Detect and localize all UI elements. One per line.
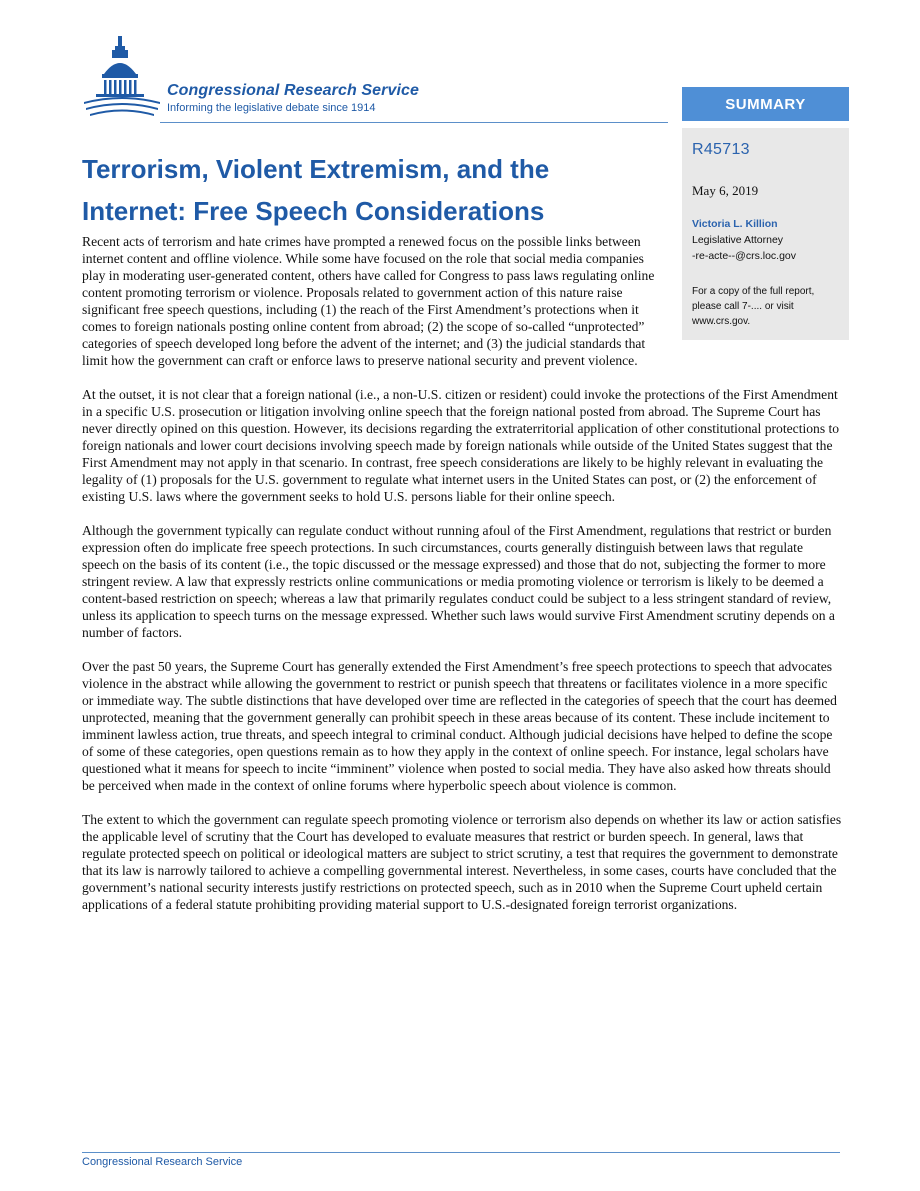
org-name: Congressional Research Service — [167, 82, 420, 99]
author-name: Victoria L. Killion — [692, 218, 778, 230]
sidebar-wrap-spacer — [664, 233, 842, 343]
footer-divider — [82, 1152, 840, 1153]
summary-label: SUMMARY — [682, 87, 849, 121]
org-tagline: Informing the legislative debate since 1914 — [167, 102, 376, 114]
paragraph-5: The extent to which the government can regulate speech promoting violence or terrorism also depends on whether its law or action satisfies the applicable level of scrutiny that the Court has developed to evaluate measures that restrict or burden speech. In general, laws that regulate protected speech on political or ideological matters are subject to strict scrutiny, a test that requires the government to demonstrate that its law is narrowly tailored to achieve a compelling governmental interest. Nevertheless, in some cases, courts have concluded that the government’s national security interests justify restrictions on protected speech, such as in 2010 when the Supreme Court upheld certain applications of a federal statute prohibiting providing material support to U.S.-designated foreign terrorist organizations. — [82, 812, 842, 912]
report-number: R45713 — [692, 141, 750, 158]
author-email[interactable]: -re-acte--@crs.loc.gov — [692, 250, 797, 262]
crs-logo — [82, 36, 482, 122]
footer-text: Congressional Research Service — [82, 1156, 243, 1168]
document-body — [82, 233, 842, 930]
paragraph-2: At the outset, it is not clear that a foreign national (i.e., a non-U.S. citizen or resident) could invoke the protections of the First Amendment in a specific U.S. prosecution or litigation involving online speech that the foreign national posted from abroad. The Supreme Court has never directly opined on this question. However, its decisions regarding the extraterritorial application of other constitutional protections to foreign nationals and lower court decisions involving speech made by foreign nationals while outside of the United States suggest that the First Amendment may not apply in that scenario. In contrast, free speech considerations are likely to be highly relevant in evaluating the legality of (1) proposals for the U.S. government to regulate what internet users in the United States can post, or (2) the enforcement of existing U.S. laws where the government seeks to hold U.S. persons liable for their online speech. — [82, 387, 840, 504]
report-date: May 6, 2019 — [692, 183, 759, 198]
paragraph-4: Over the past 50 years, the Supreme Court has generally extended the First Amendment’s free speech protections to speech that advocates violence in the abstract while allowing the government to restrict or punish speech that threatens or facilitates violence in a more specific or immediate way. The subtle distinctions that have developed over time are reflected in the categories of speech that the court has deemed unprotected, meaning that the government generally can prohibit speech in these areas because of its content. These include incitement to imminent lawless action, true threats, and speech integral to criminal conduct. Although judicial decisions have helped to define the scope of some of these categories, open questions remain as to how they apply in the context of online speech. For instance, legal scholars have questioned what it means for speech to incite “imminent” violence when posted to social media. They have also asked how threats should be perceived when made in the context of online forums where hyperbolic speech about violence is common. — [82, 659, 837, 793]
paragraph-3: Although the government typically can regulate conduct without running afoul of the First Amendment, regulations that restrict or burden expression often do implicate free speech protections. In such circumstances, courts generally distinguish between laws that regulate speech on the basis of its content (i.e., the topic discussed or the message expressed) and those that do not, subjecting the former to more stringent review. A law that expressly restricts online communications or media promoting violence or terrorism is likely to be deemed a content-based restriction on speech; whereas a law that primarily regulates conduct could be subject to a less stringent standard of review, unless its application to speech turns on the message expressed. Whether such laws would survive First Amendment scrutiny depends on a number of factors. — [82, 523, 835, 640]
copy-request-note: For a copy of the full report, please call 7-.... or visit www.crs.gov. — [692, 286, 815, 327]
capitol-dome-icon — [82, 36, 164, 122]
author-title: Legislative Attorney — [692, 234, 784, 246]
header-divider — [160, 122, 668, 123]
paragraph-1: Recent acts of terrorism and hate crimes have prompted a renewed focus on the possible links between internet content and offline violence. While some have focused on the role that social media companies play in moderating user-generated content, others have called for Congress to pass laws regulating online content promoting terrorism or violence. Proposals related to government action of this nature raise significant free speech questions, including (1) the reach of the First Amendment’s protections when it comes to foreign nationals posting online content from abroad; (2) the scope of so-called “unprotected” categories of speech developed long before the advent of the internet; and (3) the judicial standards that limit how the government can craft or enforce laws to preserve national security and prevent violence. — [82, 234, 655, 368]
document-title: Terrorism, Violent Extremism, and the Internet: Free Speech Considerations — [82, 154, 550, 226]
